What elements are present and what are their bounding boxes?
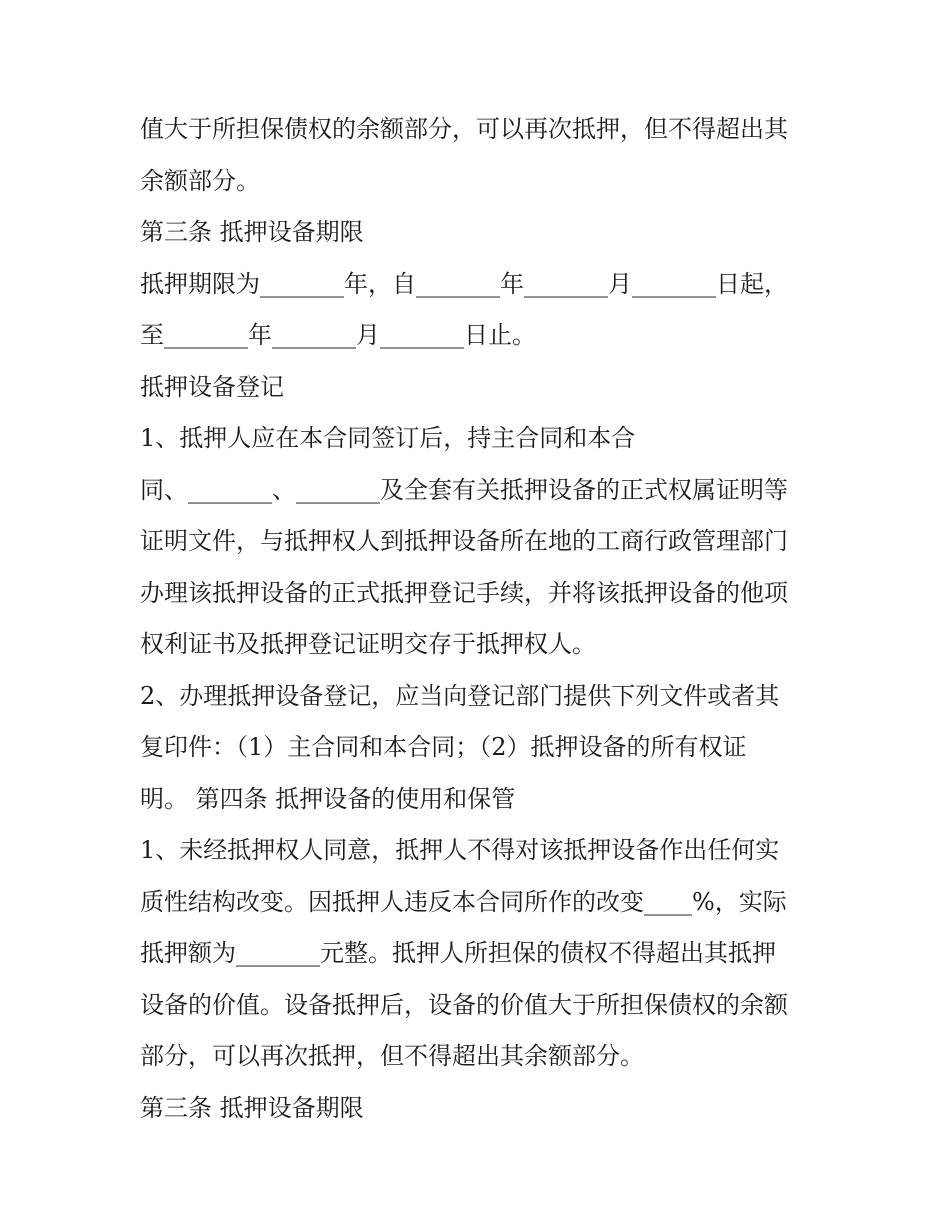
text-line: 明。 第四条 抵押设备的使用和保管 [140, 784, 516, 813]
document-body [140, 104, 830, 1134]
section-heading: 第三条 抵押设备期限 [140, 1093, 364, 1122]
text-line: 办理该抵押设备的正式抵押登记手续，并将该抵押设备的他项 [140, 578, 788, 607]
text-line: 1、抵押人应在本合同签订后，持主合同和本合 [140, 424, 636, 452]
text-line: 抵押期限为_______年，自_______年_______月_______日起， [140, 269, 788, 298]
text-line: 抵押额为_______元整。抵押人所担保的债权不得超出其抵押 [140, 939, 776, 967]
text-line: 同、_______、_______及全套有关抵押设备的正式权属证明等 [140, 475, 788, 504]
text-line: 设备的价值。设备抵押后，设备的价值大于所担保债权的余额 [140, 990, 788, 1019]
text-line: 部分，可以再次抵押，但不得超出其余额部分。 [140, 1042, 644, 1070]
section-heading: 抵押设备登记 [140, 372, 284, 401]
text-line: 证明文件，与抵押权人到抵押设备所在地的工商行政管理部门 [140, 527, 788, 555]
text-line: 权利证书及抵押登记证明交存于抵押权人。 [140, 630, 596, 658]
text-line: 至_______年_______月_______日止。 [140, 321, 536, 349]
section-heading: 第三条 抵押设备期限 [140, 218, 364, 246]
text-line: 1、未经抵押权人同意，抵押人不得对该抵押设备作出任何实 [140, 836, 780, 864]
text-line: 质性结构改变。因抵押人违反本合同所作的改变____%，实际 [140, 887, 787, 916]
text-line: 余额部分。 [140, 166, 260, 195]
text-line: 2、办理抵押设备登记，应当向登记部门提供下列文件或者其 [140, 681, 780, 710]
text-line: 值大于所担保债权的余额部分，可以再次抵押，但不得超出其 [140, 115, 788, 143]
text-line: 复印件：（1）主合同和本合同；（2）抵押设备的所有权证 [140, 733, 747, 761]
